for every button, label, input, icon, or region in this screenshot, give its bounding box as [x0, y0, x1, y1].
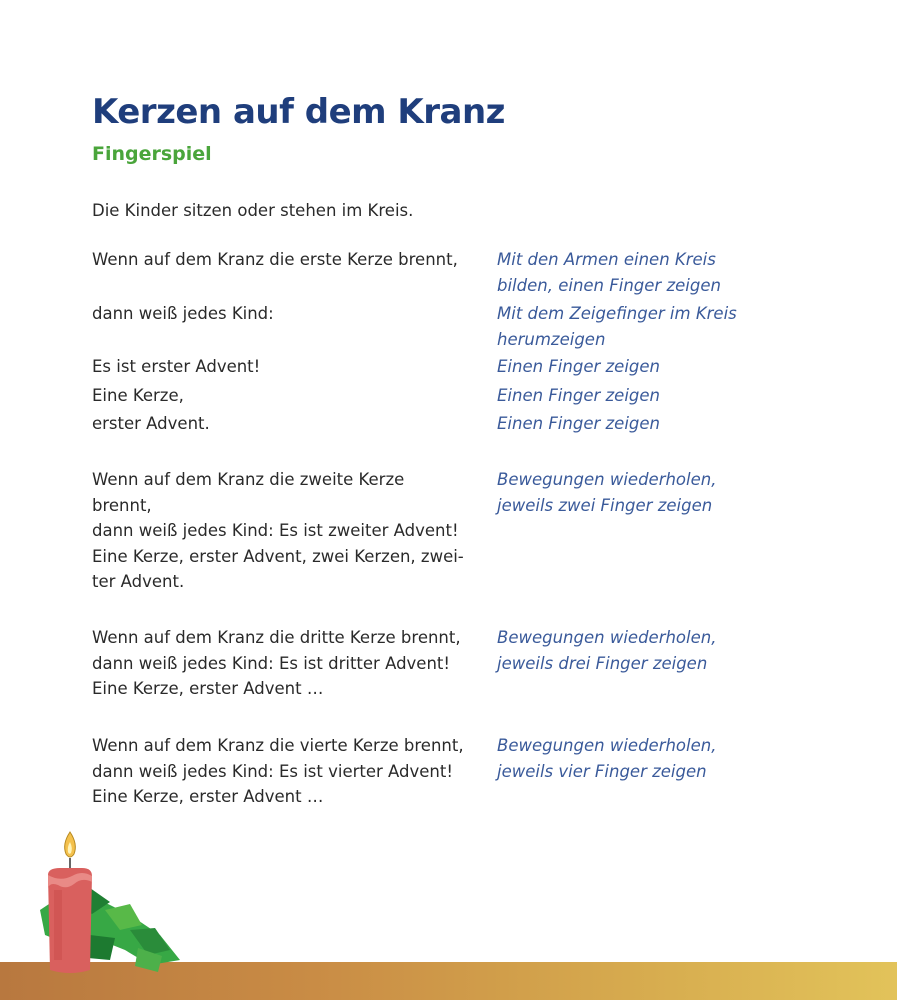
- verse-action: Mit dem Zeigefinger im Kreis herumzeigen: [497, 304, 737, 349]
- verse-text: Es ist erster Advent!: [92, 357, 261, 376]
- verse-text: Eine Kerze,: [92, 386, 184, 405]
- candle-with-fir-branch-icon: [30, 830, 210, 980]
- intro-text: Die Kinder sitzen oder stehen im Kreis.: [92, 201, 414, 220]
- page-subtitle: Fingerspiel: [92, 143, 212, 165]
- verse-text: Wenn auf dem Kranz die dritte Kerze brennt, dann weiß jedes Kind: Es ist dritter Advent! Eine Kerze, erster Advent …: [92, 628, 461, 698]
- verse-text: Wenn auf dem Kranz die erste Kerze brennt,: [92, 250, 458, 269]
- verse-action: Einen Finger zeigen: [497, 386, 660, 405]
- verse-action: Bewegungen wiederholen, jeweils zwei Finger zeigen: [497, 470, 717, 515]
- verse-action: Bewegungen wiederholen, jeweils vier Finger zeigen: [497, 736, 717, 781]
- page-title: Kerzen auf dem Kranz: [92, 92, 505, 132]
- verse-action: Einen Finger zeigen: [497, 414, 660, 433]
- verse-action: Bewegungen wiederholen, jeweils drei Finger zeigen: [497, 628, 717, 673]
- verse-action: Mit den Armen einen Kreis bilden, einen Finger zeigen: [497, 250, 721, 295]
- verse-text: dann weiß jedes Kind:: [92, 304, 274, 323]
- verse-text: erster Advent.: [92, 414, 210, 433]
- verse-action: Einen Finger zeigen: [497, 357, 660, 376]
- verse-text: Wenn auf dem Kranz die zweite Kerze brennt, dann weiß jedes Kind: Es ist zweiter Advent! Eine Kerze, erster Advent, zwei Kerzen, zwei- ter Advent.: [92, 470, 464, 591]
- candle-icon: [48, 832, 92, 973]
- verse-text: Wenn auf dem Kranz die vierte Kerze brennt, dann weiß jedes Kind: Es ist vierter Advent! Eine Kerze, erster Advent …: [92, 736, 464, 806]
